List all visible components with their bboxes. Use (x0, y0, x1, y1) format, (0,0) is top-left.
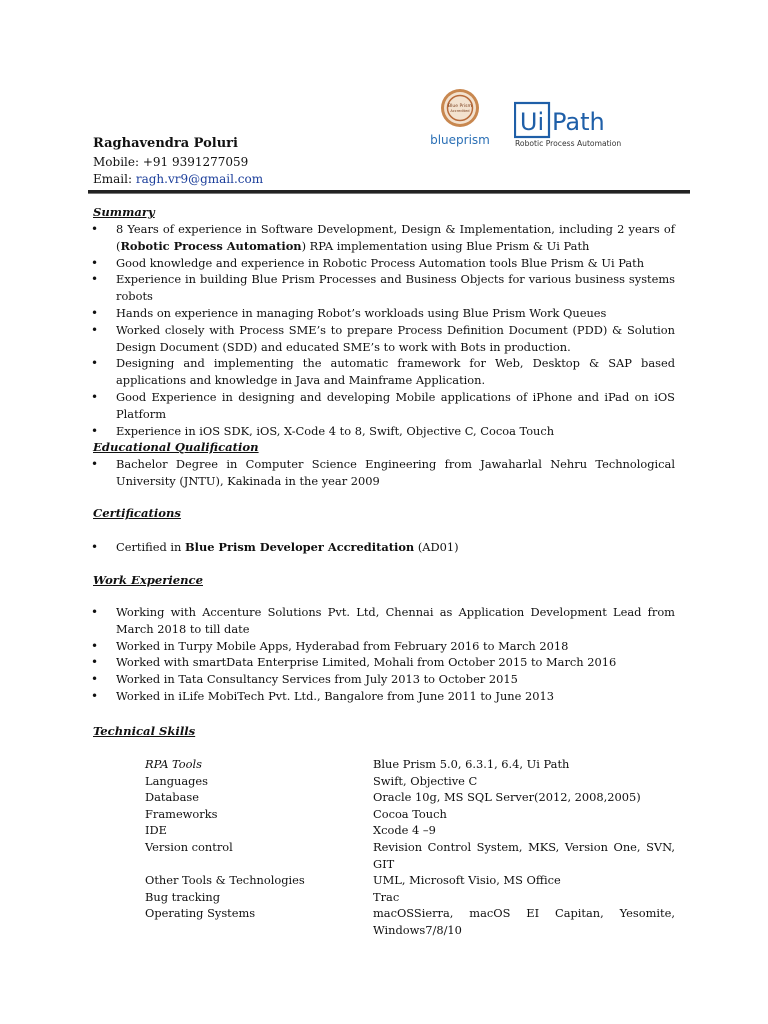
work-list (91, 604, 675, 705)
svg-text:Ui: Ui (519, 108, 545, 136)
certifications-heading: Certifications (93, 506, 181, 520)
skill-category: Version control (145, 839, 233, 854)
skill-category: Bug tracking (145, 889, 220, 904)
education-item: • Bachelor Degree in Computer Science Engineering from Jawaharlal Nehru Technological University (JNTU), Kakinada in the year 2009 (91, 456, 675, 490)
summary-heading: Summary (93, 205, 155, 219)
mobile-line (93, 155, 248, 169)
skills-row (145, 756, 675, 773)
education-list (91, 456, 675, 490)
summary-item: • Good knowledge and experience in Robotic Process Automation tools Blue Prism & Ui Path (91, 255, 675, 272)
summary-item: • Experience in building Blue Prism Processes and Business Objects for various business systems robots (91, 271, 675, 305)
skill-category: Database (145, 790, 199, 805)
summary-item: • Designing and implementing the automatic framework for Web, Desktop & SAP based applications and knowledge in Java and Mainframe Application. (91, 355, 675, 389)
summary-item: • Good Experience in designing and developing Mobile applications of iPhone and iPad on iOS Platform (91, 389, 675, 423)
skills-heading: Technical Skills (93, 724, 196, 738)
candidate-name: Raghavendra Poluri (93, 136, 238, 151)
skills-row (145, 889, 675, 906)
skills-row (145, 789, 675, 806)
work-item: • Worked with smartData Enterprise Limited, Mohali from October 2015 to March 2016 (91, 654, 675, 671)
skill-category: Other Tools & Technologies (145, 873, 305, 888)
skill-category: RPA Tools (145, 757, 202, 771)
skill-category: Operating Systems (145, 906, 256, 921)
summary-item: • Worked closely with Process SME’s to prepare Process Definition Document (PDD) & Solution Design Document (SDD) and educated SME’s to work with Bots in production. (91, 322, 675, 356)
svg-text:Accredited: Accredited (450, 109, 470, 113)
skill-value: Cocoa Touch (373, 806, 447, 821)
skills-row (145, 822, 675, 839)
skill-category: IDE (145, 823, 167, 838)
skill-value: Oracle 10g, MS SQL Server(2012, 2008,2005) (373, 790, 641, 805)
skill-value: Trac (373, 889, 400, 904)
skills-row (145, 839, 675, 872)
uipath-logo (514, 101, 634, 151)
mobile-label: Mobile: (93, 155, 143, 169)
skills-row (145, 773, 675, 790)
summary-item: • 8 Years of experience in Software Development, Design & Implementation, including 2 years of (Robotic Process Automation) RPA implementation using Blue Prism & Ui Path (91, 221, 675, 255)
skill-value: Xcode 4 –9 (373, 823, 436, 838)
work-item: • Worked in Turpy Mobile Apps, Hyderabad from February 2016 to March 2018 (91, 638, 675, 655)
skill-value: macOSSierra, macOS EI Capitan, Yesomite, Windows7/8/10 (373, 906, 675, 937)
blueprism-logo (424, 86, 496, 150)
blueprism-logo-text: blueprism (430, 133, 490, 147)
work-item: • Working with Accenture Solutions Pvt. Ltd, Chennai as Application Development Lead from March 2018 to till date (91, 604, 675, 638)
mobile-number: +91 9391277059 (142, 155, 249, 169)
summary-item: • Hands on experience in managing Robot’s workloads using Blue Prism Work Queues (91, 305, 675, 322)
skills-row (145, 872, 675, 889)
work-item: • Worked in Tata Consultancy Services from July 2013 to October 2015 (91, 671, 675, 688)
skills-row (145, 905, 675, 938)
certification-item: • Certified in Blue Prism Developer Accreditation (AD01) (91, 539, 675, 556)
skill-value: Revision Control System, MKS, Version One, SVN, GIT (373, 839, 675, 871)
skills-table (145, 756, 675, 939)
header-divider (88, 190, 690, 194)
skill-value: UML, Microsoft Visio, MS Office (373, 873, 561, 888)
skill-value: Blue Prism 5.0, 6.3.1, 6.4, Ui Path (373, 757, 570, 771)
education-heading: Educational Qualification (93, 440, 259, 454)
work-item: • Worked in iLife MobiTech Pvt. Ltd., Bangalore from June 2011 to June 2013 (91, 688, 675, 705)
email-line (93, 172, 263, 186)
work-heading: Work Experience (93, 573, 203, 587)
svg-text:Path: Path (552, 108, 605, 136)
skill-value: Swift, Objective C (373, 773, 478, 788)
svg-text:Robotic Process Automation: Robotic Process Automation (515, 139, 622, 148)
summary-item: • Experience in iOS SDK, iOS, X-Code 4 to 8, Swift, Objective C, Cocoa Touch (91, 423, 675, 440)
certifications-list (91, 539, 675, 556)
skill-category: Frameworks (145, 806, 218, 821)
email-label: Email: (93, 172, 136, 186)
email-link[interactable]: ragh.vr9@gmail.com (135, 172, 264, 186)
skills-row (145, 806, 675, 823)
skill-category: Languages (145, 773, 208, 788)
summary-list (91, 221, 675, 439)
svg-text:Blue Prism: Blue Prism (448, 104, 472, 109)
